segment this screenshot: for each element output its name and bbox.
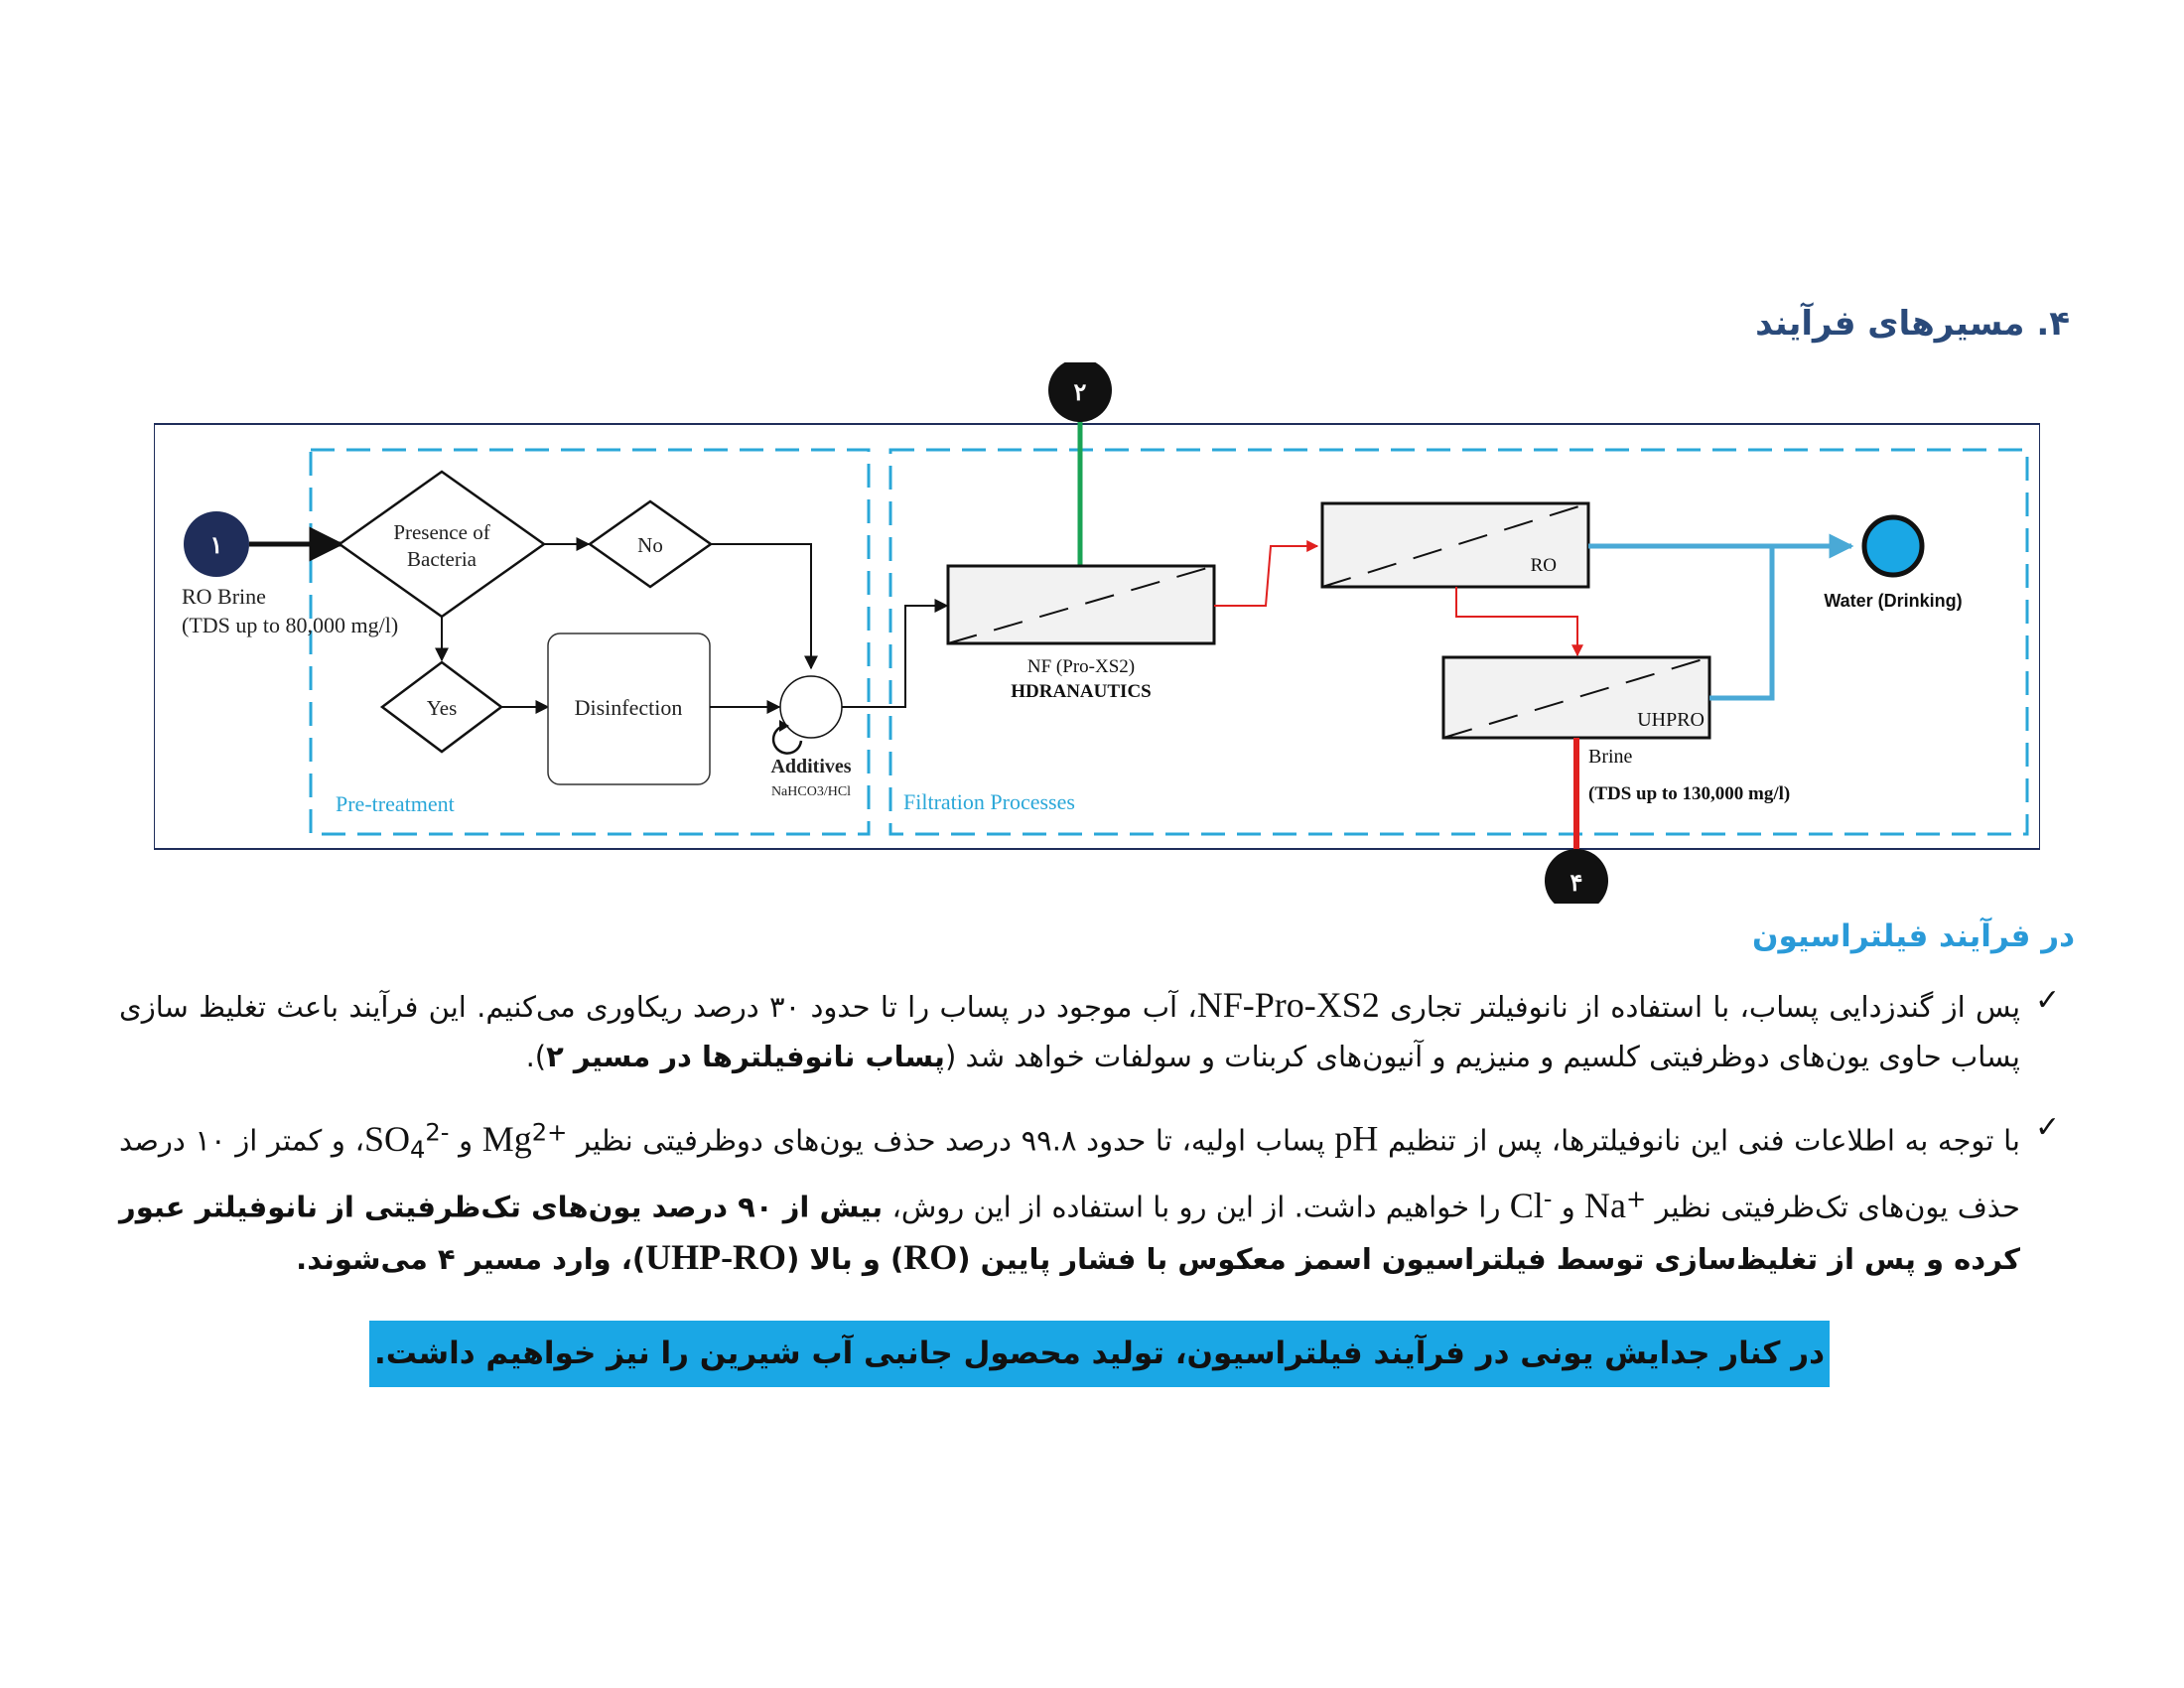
input-tds: (TDS up to 80,000 mg/l) bbox=[182, 613, 399, 637]
additives-chemicals: NaHCO3/HCl bbox=[770, 784, 852, 799]
yes-label: Yes bbox=[426, 696, 458, 720]
p1-text-1: پس از گندزدایی پساب، با استفاده از نانوفیلتر تجاری bbox=[1379, 990, 2021, 1024]
pretreatment-label: Pre-treatment bbox=[336, 791, 455, 816]
nf-unit bbox=[948, 566, 1214, 643]
marker-1-label: ۱ bbox=[209, 532, 223, 559]
no-label: No bbox=[637, 533, 663, 557]
p2-ro: RO bbox=[903, 1237, 958, 1278]
mixer-node bbox=[780, 676, 842, 738]
ro-to-uhpro-arrow bbox=[1456, 587, 1577, 655]
additives-label: Additives bbox=[770, 756, 852, 777]
p2-na-ion bbox=[1584, 1185, 1647, 1226]
brine-tds: (TDS up to 130,000 mg/l) bbox=[1588, 783, 1791, 804]
brine-label: Brine bbox=[1588, 746, 1633, 768]
bacteria-decision bbox=[340, 472, 544, 617]
marker-2-label: ۲ bbox=[1073, 379, 1087, 406]
water-label: Water (Drinking) bbox=[1824, 591, 1963, 611]
p2-text-3: ، و کمتر از ۱۰ درصد حذف یون‌های تک‌ظرفیتی نظیر bbox=[119, 1123, 2020, 1225]
marker-4-label: ۴ bbox=[1570, 870, 1583, 897]
section-heading: ۴. مسیرهای فرآیند bbox=[1755, 304, 2070, 344]
p2-text-4: را خواهیم داشت. از این رو با استفاده از این روش، bbox=[883, 1191, 1510, 1225]
uhpro-to-water-line bbox=[1709, 546, 1772, 698]
p1-text-2: ، آب موجود در پساب را تا حدود ۳۰ درصد ریکاوری می‌کنیم. این فرآیند باعث تغلیظ سازی پساب حاوی یون‌های دوظرفیتی کلسیم و منیزیم و آنیون‌های کربنات و سولفات خواهد شد ( bbox=[119, 990, 2020, 1073]
highlight-banner bbox=[369, 1321, 1830, 1387]
mixer-to-nf-arrow bbox=[842, 606, 947, 707]
paragraph-1 bbox=[119, 980, 2020, 1081]
decision-label-1: Presence of bbox=[393, 520, 490, 544]
p1-bold: پساب نانوفیلترها در مسیر ۲ bbox=[546, 1040, 945, 1073]
p2-text-2: پساب اولیه، تا حدود ۹۹.۸ درصد حذف یون‌های دوظرفیتی نظیر bbox=[567, 1123, 1335, 1158]
p1-nf-model: NF-Pro-XS2 bbox=[1196, 985, 1380, 1025]
filtration-label: Filtration Processes bbox=[903, 789, 1075, 814]
p2-and-2: و bbox=[1552, 1191, 1584, 1225]
p2-uhpro: UHP-RO bbox=[645, 1237, 787, 1278]
banner-text: در کنار جدایش یونی در فرآیند فیلتراسیون، تولید محصول جانبی آب شیرین را نیز خواهیم داشت. bbox=[374, 1336, 1825, 1371]
p2-so4-sub: 4 bbox=[409, 1135, 426, 1164]
p1-text-3: ). bbox=[525, 1040, 547, 1073]
p2-cl: Cl bbox=[1509, 1186, 1544, 1226]
p2-so4: SO bbox=[363, 1118, 410, 1159]
p2-text-1: با توجه به اطلاعات فنی این نانوفیلترها، پس از تنظیم bbox=[1378, 1123, 2020, 1158]
p2-so4-charge: 2- bbox=[425, 1118, 450, 1146]
ro-label: RO bbox=[1530, 555, 1557, 576]
p2-bold-2: ) و بالا ( bbox=[786, 1242, 904, 1277]
paragraph-2 bbox=[119, 1107, 2020, 1284]
process-flow-diagram bbox=[154, 362, 2040, 904]
nf-label-2: HDRANAUTICS bbox=[1011, 681, 1152, 702]
nf-label-1: NF (Pro-XS2) bbox=[1026, 656, 1136, 677]
decision-label-2: Bacteria bbox=[407, 547, 477, 571]
input-label: RO Brine bbox=[182, 584, 266, 609]
p2-bold-3: )، وارد مسیر ۴ می‌شوند. bbox=[296, 1242, 646, 1277]
filtration-subheading: در فرآیند فیلتراسیون bbox=[1752, 918, 2075, 954]
nf-to-ro-arrow bbox=[1214, 546, 1317, 606]
p2-so4-ion bbox=[363, 1118, 450, 1164]
p2-mg-ion bbox=[481, 1118, 568, 1159]
checkmark-icon: ✓ bbox=[2035, 983, 2061, 1018]
p2-na: Na bbox=[1584, 1186, 1626, 1226]
p2-na-charge: + bbox=[1625, 1185, 1647, 1213]
p2-mg: Mg bbox=[481, 1118, 532, 1159]
p2-bold-1: بیش از ۹۰ درصد یون‌های تک‌ظرفیتی از نانوفیلتر عبور کرده و پس از تغلیظ‌سازی توسط فیلتراسیون اسمز معکوس با فشار پایین ( bbox=[119, 1191, 2020, 1277]
p2-and-1: و bbox=[449, 1123, 482, 1158]
water-output-dot bbox=[1864, 517, 1922, 575]
p2-ph: pH bbox=[1334, 1118, 1379, 1159]
uhpro-label: UHPRO bbox=[1637, 709, 1705, 731]
disinfection-label: Disinfection bbox=[574, 695, 683, 720]
no-to-mixer-arrow bbox=[711, 544, 811, 668]
checkmark-icon: ✓ bbox=[2035, 1110, 2061, 1145]
p2-cl-charge: - bbox=[1543, 1185, 1553, 1213]
p2-cl-ion bbox=[1509, 1185, 1553, 1226]
p2-mg-charge: 2+ bbox=[531, 1118, 568, 1146]
